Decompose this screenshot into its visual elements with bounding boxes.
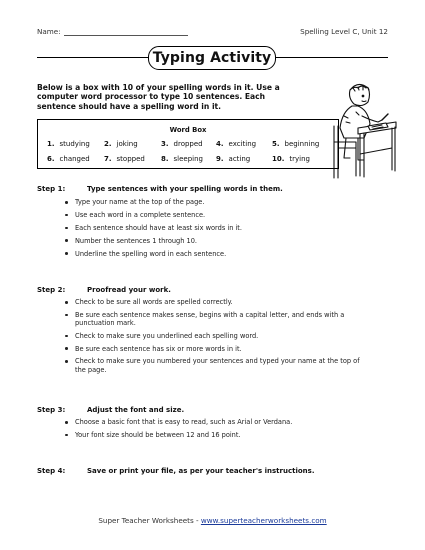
unit-label: Spelling Level C, Unit 12 — [300, 27, 388, 36]
word-item — [161, 140, 203, 148]
bullet-item: Be sure each sentence has six or more words in it. — [75, 345, 363, 353]
step-label: Step 4: — [37, 467, 66, 475]
word-box-title: Word Box — [169, 126, 207, 134]
step-2-bullets — [75, 298, 363, 374]
bullet-item: Choose a basic font that is easy to read, such as Arial or Verdana. — [75, 418, 363, 426]
word-number: 8. — [161, 155, 169, 163]
name-field — [37, 27, 188, 36]
word-number: 1. — [47, 140, 55, 148]
word-item — [161, 155, 203, 163]
word-item — [216, 140, 256, 148]
title-box — [148, 46, 276, 70]
word-number: 9. — [216, 155, 224, 163]
word-box — [37, 119, 339, 169]
word-item — [47, 155, 90, 163]
intro-text: Below is a box with 10 of your spelling words in it. Use a computer word processor to type 10 sentences. Each sentence should have a spelling word in it. — [37, 83, 280, 111]
word-text: exciting — [228, 140, 257, 148]
word-item — [216, 155, 250, 163]
word-number: 2. — [104, 140, 112, 148]
bullet-item: Use each word in a complete sentence. — [75, 211, 363, 219]
step-title: Proofread your work. — [87, 286, 171, 294]
step-1-bullets — [75, 198, 363, 258]
word-text: sleeping — [173, 155, 204, 163]
word-number: 7. — [104, 155, 112, 163]
bullet-item: Check to make sure you numbered your sentences and typed your name at the top of the page. — [75, 357, 363, 373]
step-title: Save or print your file, as per your teacher's instructions. — [87, 467, 315, 475]
word-text: acting — [228, 155, 251, 163]
word-text: dropped — [173, 140, 203, 148]
page-title: Typing Activity — [152, 50, 272, 66]
bullet-item: Check to be sure all words are spelled correctly. — [75, 298, 363, 306]
word-number: 6. — [47, 155, 55, 163]
bullet-item: Be sure each sentence makes sense, begins with a capital letter, and ends with a punctuation mark. — [75, 311, 363, 327]
step-label: Step 3: — [37, 406, 66, 414]
word-number: 3. — [161, 140, 169, 148]
step-title: Adjust the font and size. — [87, 406, 185, 414]
word-text: stopped — [116, 155, 145, 163]
word-text: studying — [59, 140, 90, 148]
title-banner — [0, 46, 425, 70]
word-number: 5. — [272, 140, 280, 148]
step-3-bullets — [75, 418, 363, 439]
word-text: trying — [289, 155, 310, 163]
word-item — [272, 140, 319, 148]
footer-text: Super Teacher Worksheets - — [98, 516, 201, 525]
word-item — [104, 155, 145, 163]
bullet-item: Type your name at the top of the page. — [75, 198, 363, 206]
step-label: Step 1: — [37, 185, 66, 193]
word-text: beginning — [284, 140, 320, 148]
name-line[interactable] — [64, 28, 188, 36]
footer — [0, 516, 425, 525]
word-item — [104, 140, 138, 148]
bullet-item: Your font size should be between 12 and 16 point. — [75, 431, 363, 439]
bullet-item: Each sentence should have at least six words in it. — [75, 224, 363, 232]
word-item — [272, 155, 310, 163]
step-label: Step 2: — [37, 286, 66, 294]
bullet-item: Check to make sure you underlined each spelling word. — [75, 332, 363, 340]
footer-link[interactable]: www.superteacherworksheets.com — [200, 516, 327, 525]
step-title: Type sentences with your spelling words in them. — [87, 185, 283, 193]
word-number: 10. — [272, 155, 285, 163]
word-item — [47, 140, 90, 148]
bullet-item: Underline the spelling word in each sentence. — [75, 250, 363, 258]
word-text: changed — [59, 155, 90, 163]
word-text: joking — [116, 140, 138, 148]
name-label: Name: — [37, 27, 61, 36]
bullet-item: Number the sentences 1 through 10. — [75, 237, 363, 245]
word-number: 4. — [216, 140, 224, 148]
